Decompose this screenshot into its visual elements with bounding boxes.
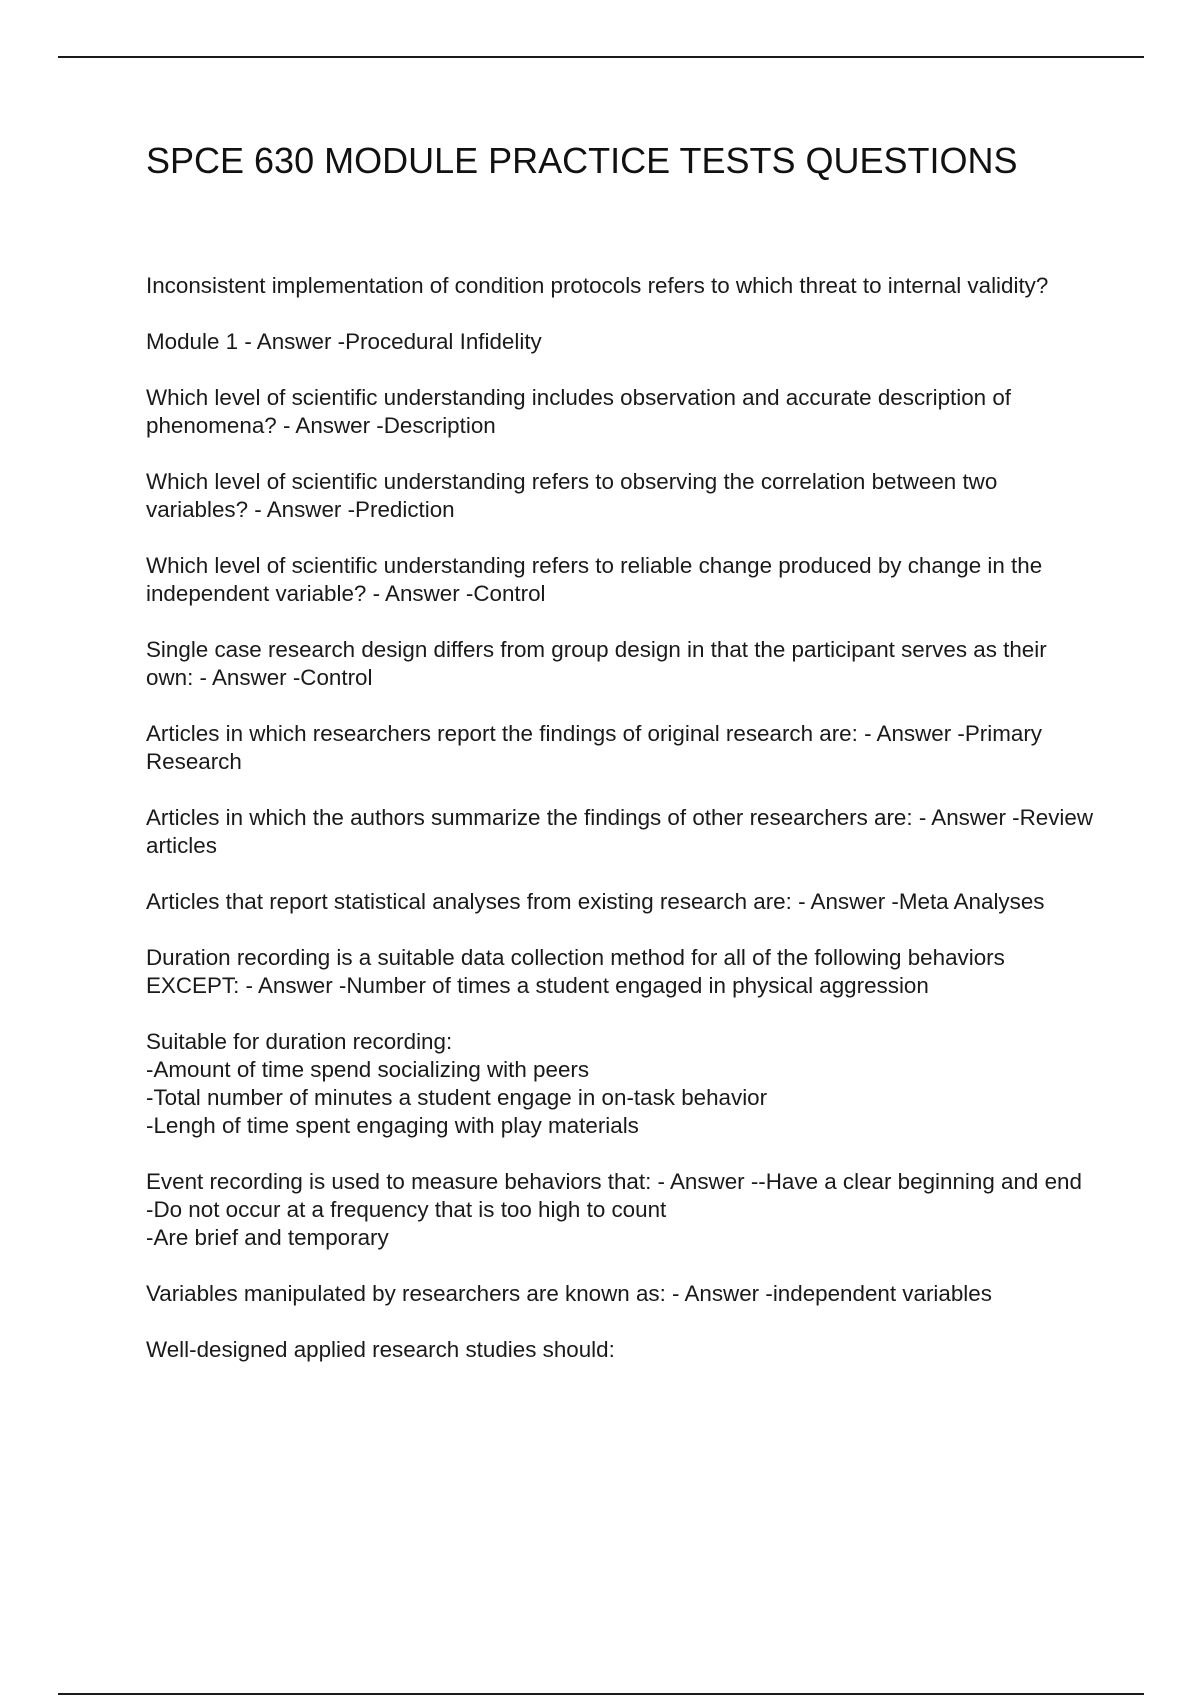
- paragraph: Which level of scientific understanding includes observation and accurate description of phenomena? - Answer -Description: [146, 385, 1012, 438]
- paragraph: Event recording is used to measure behaviors that: - Answer --Have a clear beginning and end -Do not occur at a frequency that is too high to count -Are brief and temporary: [146, 1169, 1082, 1250]
- paragraph: Articles in which the authors summarize the findings of other researchers are: - Answer -Review articles: [146, 805, 1094, 858]
- paragraph: Articles that report statistical analyses from existing research are: - Answer -Meta Analyses: [146, 889, 1045, 914]
- question-list: [146, 272, 1096, 1392]
- bottom-rule: [58, 1693, 1144, 1695]
- paragraph: Articles in which researchers report the findings of original research are: - Answer -Primary Research: [146, 721, 1042, 774]
- paragraph: Duration recording is a suitable data collection method for all of the following behaviors EXCEPT: - Answer -Number of times a student engaged in physical aggression: [146, 945, 1005, 998]
- paragraph: Suitable for duration recording: -Amount of time spend socializing with peers -Total number of minutes a student engage in on-task behavior -Lengh of time spent engaging with play materials: [146, 1029, 768, 1138]
- paragraph: Variables manipulated by researchers are known as: - Answer -independent variables: [146, 1281, 992, 1306]
- paragraph: Inconsistent implementation of condition protocols refers to which threat to internal validity?: [146, 273, 1049, 298]
- paragraph: Which level of scientific understanding refers to observing the correlation between two variables? - Answer -Prediction: [146, 469, 998, 522]
- paragraph: Well-designed applied research studies should:: [146, 1337, 615, 1362]
- paragraph: Which level of scientific understanding refers to reliable change produced by change in the independent variable? - Answer -Control: [146, 553, 1043, 606]
- paragraph: Single case research design differs from group design in that the participant serves as their own: - Answer -Control: [146, 637, 1047, 690]
- page-title: SPCE 630 MODULE PRACTICE TESTS QUESTIONS: [146, 140, 1018, 181]
- top-rule: [58, 56, 1144, 58]
- paragraph: Module 1 - Answer -Procedural Infidelity: [146, 329, 542, 354]
